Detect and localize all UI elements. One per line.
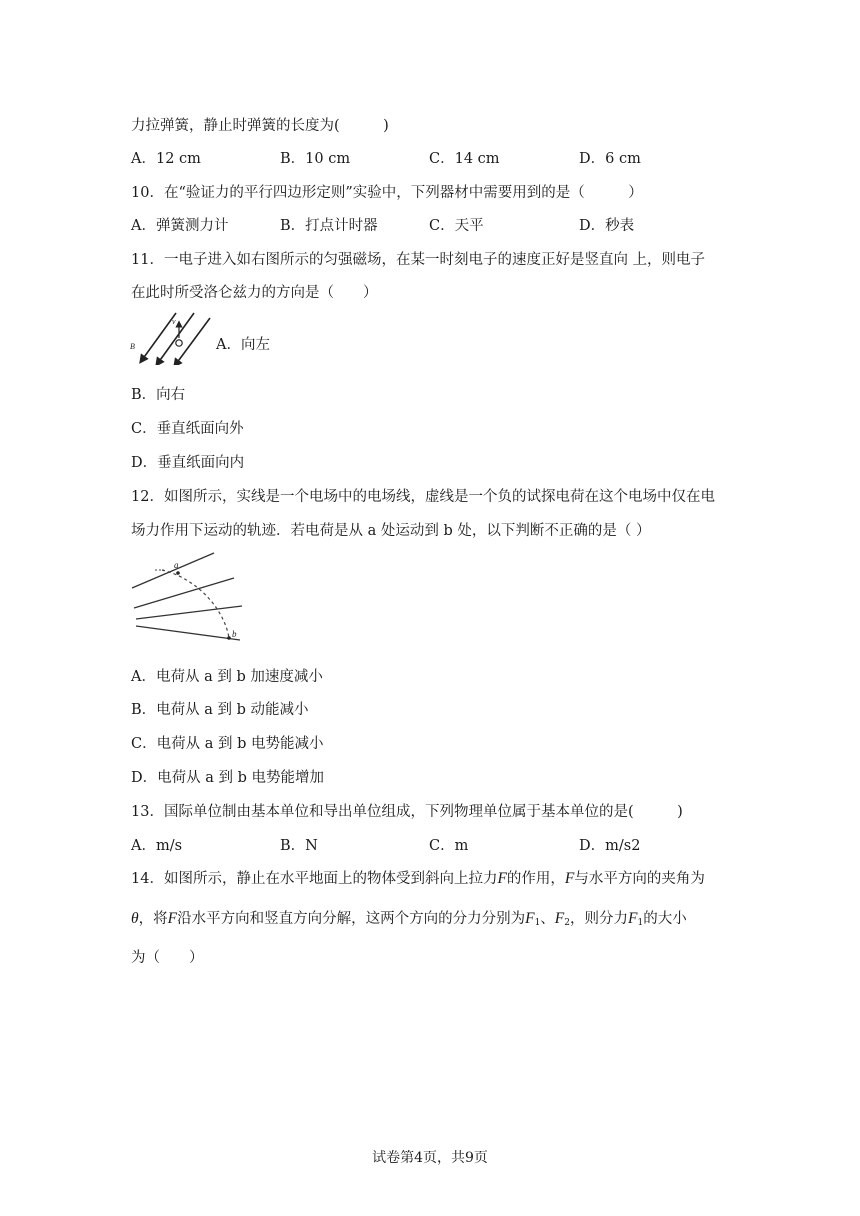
q9-option-b: B．10 cm (280, 151, 351, 167)
q10-option-a: A．弹簧测力计 (131, 218, 229, 234)
q14-text-7: 的大小 (643, 911, 687, 927)
q14-symbol-F: F (167, 910, 178, 927)
q11-stem-line1: 11．一电子进入如右图所示的匀强磁场，在某一时刻电子的速度正好是竖直向 上，则电子 (131, 252, 706, 268)
q14-text-3: 与水平方向的夹角为 (574, 871, 705, 887)
page-footer: 试卷第4页，共9页 (372, 1150, 488, 1166)
q12-stem-line1: 12．如图所示，实线是一个电场中的电场线，虚线是一个负的试探电荷在这个电场中仅在电 (131, 489, 715, 505)
electron (176, 340, 182, 346)
q14-text-4: ，将 (138, 911, 168, 927)
field-line-1 (132, 553, 214, 588)
q14-text-1: 14．如图所示，静止在水平地面上的物体受到斜向上拉力 (131, 871, 498, 887)
q14-symbol-theta: θ (131, 910, 139, 927)
q11-option-c: C．垂直纸面向外 (131, 421, 244, 437)
q11-stem-line2: 在此时所受洛仑兹力的方向是（ ） (131, 285, 378, 301)
q13-option-d: D．m/s2 (579, 838, 641, 854)
q14-sub-2: 2 (564, 918, 570, 928)
q12-option-c: C．电荷从 a 到 b 电势能减小 (131, 736, 324, 752)
electric-field-figure (128, 548, 253, 648)
q9-stem-tail: 力拉弹簧，静止时弹簧的长度为( ) (131, 118, 389, 134)
q10-option-b: B．打点计时器 (280, 218, 378, 234)
q14-stem-line2 (131, 907, 687, 928)
q11-option-a: A．向左 (216, 337, 270, 353)
q14-symbol-F2: F (554, 910, 565, 927)
field-line-4 (136, 626, 240, 640)
q9-option-d: D．6 cm (579, 151, 641, 167)
q12-option-a: A．电荷从 a 到 b 加速度减小 (131, 669, 323, 685)
q14-text-2: 的作用， (506, 871, 565, 887)
point-b (227, 636, 231, 640)
field-line-1 (142, 313, 176, 360)
q14-text-5: 沿水平方向和竖直方向分解，这两个方向的分力分别为 (177, 911, 526, 927)
q12-option-b: B．电荷从 a 到 b 动能减小 (131, 702, 309, 718)
label-b: b (232, 629, 237, 639)
q11-option-d: D．垂直纸面向内 (131, 455, 245, 471)
q13-stem: 13．国际单位制由基本单位和导出单位组成，下列物理单位属于基本单位的是( ) (131, 804, 683, 820)
q14-symbol-F: F (497, 870, 507, 887)
q13-option-c: C．m (429, 838, 469, 854)
q11-option-b: B．向右 (131, 387, 186, 403)
field-line-2 (134, 578, 234, 608)
q14-sub-1: 1 (637, 918, 644, 928)
trajectory (162, 570, 229, 638)
field-label: B (130, 342, 135, 351)
q13-option-b: B．N (280, 838, 318, 854)
q13-option-a: A．m/s (131, 838, 183, 854)
q14-text-6: ，则分力 (570, 911, 628, 927)
q14-symbol-F: F (564, 870, 575, 887)
label-a: a (174, 560, 179, 570)
q14-stem-line3: 为（ ） (131, 950, 204, 966)
field-line-2 (158, 313, 194, 363)
field-line-3 (136, 606, 242, 619)
q12-stem-line2: 场力作用下运动的轨迹．若电荷是从 a 处运动到 b 处，以下判断不正确的是（ ） (131, 523, 651, 539)
velocity-label: v (172, 317, 176, 326)
q14-sub-1: 1 (534, 918, 541, 928)
q10-option-c: C．天平 (429, 218, 484, 234)
q14-separator: 、 (540, 911, 555, 927)
q10-stem: 10．在“验证力的平行四边形定则”实验中，下列器材中需要用到的是（ ） (131, 185, 643, 201)
point-a (176, 571, 180, 575)
q12-option-d: D．电荷从 a 到 b 电势能增加 (131, 770, 324, 786)
magnetic-field-figure (128, 310, 212, 365)
q14-stem-line1 (131, 867, 705, 888)
q10-option-d: D．秒表 (579, 218, 635, 234)
q9-option-a: A．12 cm (131, 151, 201, 167)
q14-symbol-F1: F (525, 910, 535, 927)
q14-symbol-F1: F (628, 910, 638, 927)
q9-option-c: C．14 cm (429, 151, 500, 167)
